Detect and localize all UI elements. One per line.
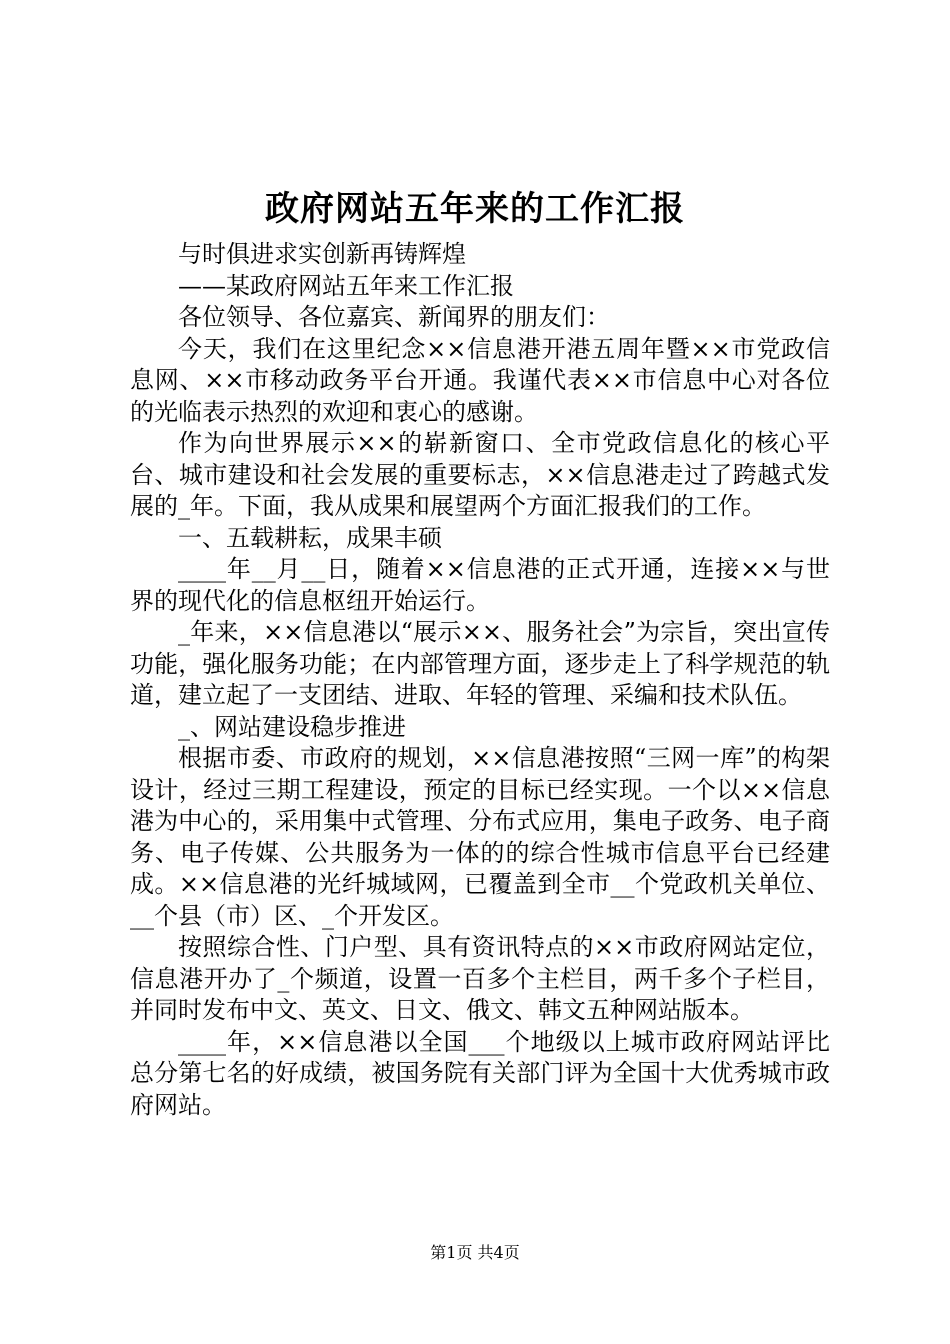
- paragraph: 今天，我们在这里纪念××信息港开港五周年暨××市党政信息网、××市移动政务平台开通。我谨代表××市信息中心对各位的光临表示热烈的欢迎和衷心的感谢。: [130, 334, 830, 426]
- paragraph: 作为向世界展示××的崭新窗口、全市党政信息化的核心平台、城市建设和社会发展的重要标志，××信息港走过了跨越式发展的_年。下面，我从成果和展望两个方面汇报我们的工作。: [130, 429, 830, 520]
- section-heading: 一、五载耕耘，成果丰硕: [178, 523, 442, 552]
- document-body: [130, 239, 830, 1121]
- paragraph: ____年，××信息港以全国___个地级以上城市政府网站评比总分第七名的好成绩，被国务院有关部门评为全国十大优秀城市政府网站。: [130, 1027, 830, 1119]
- paragraph-subheading: ——某政府网站五年来工作汇报: [178, 271, 514, 300]
- paragraph: _年来，××信息港以“展示××、服务社会”为宗旨，突出宣传功能，强化服务功能；在内部管理方面，逐步走上了科学规范的轨道，建立起了一支团结、进取、年轻的管理、采编和技术队伍。: [130, 618, 830, 709]
- section-heading: _、网站建设稳步推进: [178, 712, 406, 741]
- paragraph: ____年__月__日，随着××信息港的正式开通，连接××与世界的现代化的信息枢纽开始运行。: [130, 555, 830, 615]
- document-title: 政府网站五年来的工作汇报: [265, 189, 685, 229]
- page-number: 第1页 共4页: [430, 1243, 520, 1262]
- paragraph: 根据市委、市政府的规划，××信息港按照“三网一库”的构架设计，经过三期工程建设，预定的目标已经实现。一个以××信息港为中心的，采用集中式管理、分布式应用，集电子政务、电子商务、电子传媒、公共服务为一体的的综合性城市信息平台已经建成。××信息港的光纤城域网，已覆盖到全市__个党政机关单位、__个县（市）区、_个开发区。: [130, 744, 830, 930]
- paragraph: 按照综合性、门户型、具有资讯特点的××市政府网站定位，信息港开办了_个频道，设置一百多个主栏目，两千多个子栏目，并同时发布中文、英文、日文、俄文、韩文五种网站版本。: [130, 933, 830, 1024]
- paragraph-salutation: 各位领导、各位嘉宾、新闻界的朋友们：: [178, 303, 610, 331]
- paragraph-subtitle: 与时俱进求实创新再铸辉煌: [178, 240, 466, 268]
